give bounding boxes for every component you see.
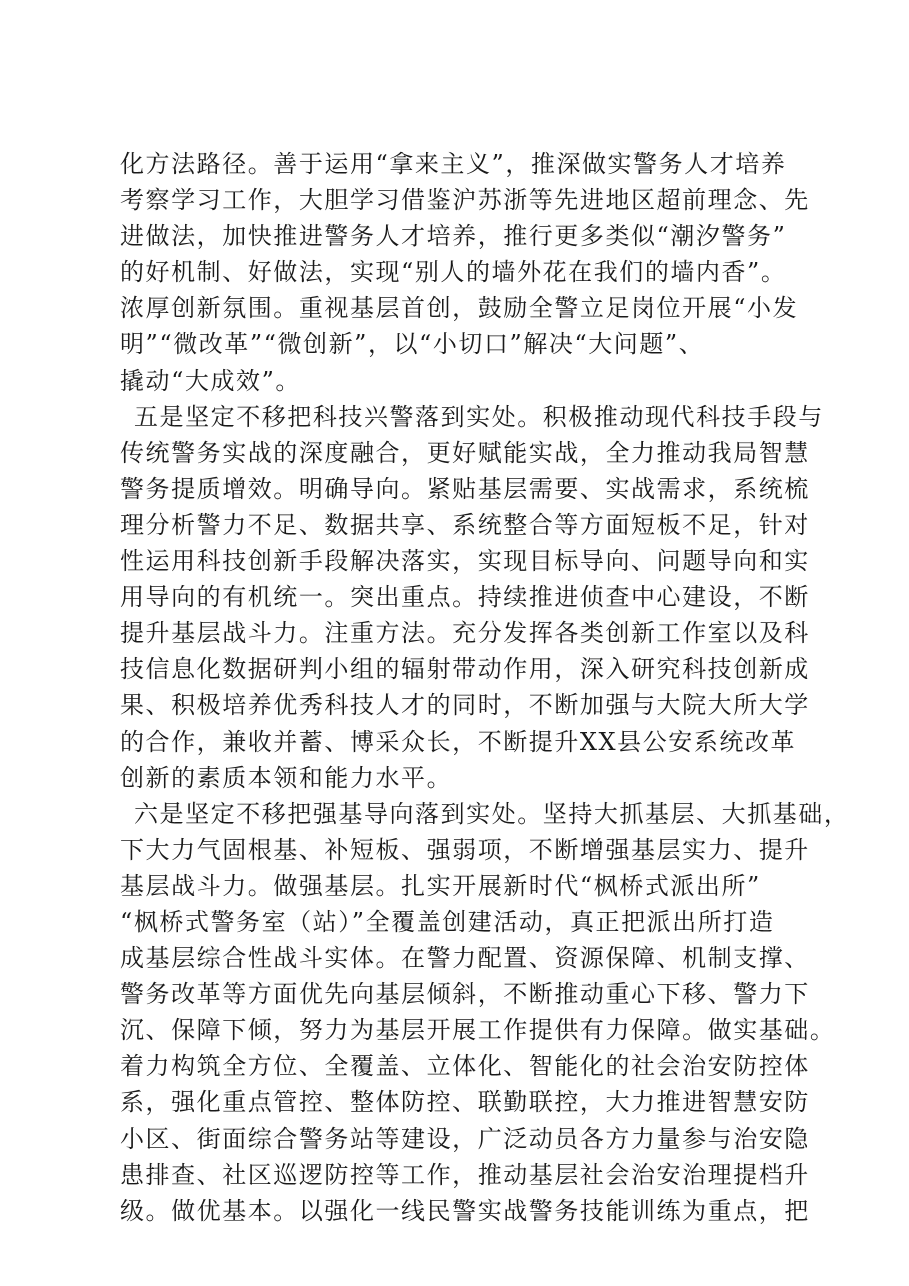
text-line: 果、积极培养优秀科技人才的同时，不断加强与大院大所大学 bbox=[120, 691, 810, 720]
text-line: 沉、保障下倾，努力为基层开展工作提供有力保障。做实基础。 bbox=[120, 1016, 836, 1045]
text-line: 化方法路径。善于运用“拿来主义”，推深做实警务人才培养 bbox=[120, 150, 787, 178]
text-line: 进做法，加快推进警务人才培养，推行更多类似“潮汐警务” bbox=[120, 222, 787, 251]
text-line: 性运用科技创新手段解决落实，实现目标导向、问题导向和实 bbox=[120, 547, 810, 576]
text-line: 的合作，兼收并蓄、博采众长，不断提升XX县公安系统改革 bbox=[120, 727, 797, 756]
text-line: 系，强化重点管控、整体防控、联勤联控，大力推进智慧安防 bbox=[120, 1088, 810, 1117]
text-line: 技信息化数据研判小组的辐射带动作用，深入研究科技创新成 bbox=[120, 655, 810, 684]
body-text bbox=[120, 146, 850, 1229]
text-line: 成基层综合性战斗实体。在警力配置、资源保障、机制支撑、 bbox=[120, 944, 810, 973]
text-line: 基层战斗力。做强基层。扎实开展新时代“枫桥式派出所” bbox=[120, 871, 761, 900]
text-line: 提升基层战斗力。注重方法。充分发挥各类创新工作室以及科 bbox=[120, 619, 810, 648]
text-line: 明”“微改革”“微创新”，以“小切口”解决“大问题”、 bbox=[120, 330, 705, 359]
text-line: “枫桥式警务室（站）”全覆盖创建活动，真正把派出所打造 bbox=[120, 907, 775, 936]
text-line: 警务改革等方面优先向基层倾斜，不断推动重心下移、警力下 bbox=[120, 980, 810, 1009]
text-line: 撬动“大成效”。 bbox=[120, 366, 301, 395]
text-line: 用导向的有机统一。突出重点。持续推进侦查中心建设，不断 bbox=[120, 583, 810, 612]
text-line: 浓厚创新氛围。重视基层首创，鼓励全警立足岗位开展“小发 bbox=[120, 294, 799, 323]
text-line: 下大力气固根基、补短板、强弱项，不断增强基层实力、提升 bbox=[120, 835, 810, 864]
paragraph-five-start: 五是坚定不移把科技兴警落到实处。积极推动现代科技手段与 bbox=[134, 402, 824, 431]
text-line: 着力构筑全方位、全覆盖、立体化、智能化的社会治安防控体 bbox=[120, 1052, 810, 1081]
text-line: 警务提质增效。明确导向。紧贴基层需要、实战需求，系统梳 bbox=[120, 474, 810, 503]
text-line: 考察学习工作，大胆学习借鉴沪苏浙等先进地区超前理念、先 bbox=[120, 186, 810, 215]
paragraph-six-start: 六是坚定不移把强基导向落到实处。坚持大抓基层、大抓基础， bbox=[134, 799, 850, 828]
text-line: 级。做优基本。以强化一线民警实战警务技能训练为重点，把 bbox=[120, 1196, 810, 1225]
text-line: 的好机制、好做法，实现“别人的墙外花在我们的墙内香”。 bbox=[120, 258, 787, 287]
text-line: 患排查、社区巡逻防控等工作，推动基层社会治安治理提档升 bbox=[120, 1160, 810, 1189]
text-line: 创新的素质本领和能力水平。 bbox=[120, 763, 453, 792]
text-line: 小区、街面综合警务站等建设，广泛动员各方力量参与治安隐 bbox=[120, 1124, 810, 1153]
text-line: 传统警务实战的深度融合，更好赋能实战，全力推动我局智慧 bbox=[120, 438, 810, 467]
text-line: 理分析警力不足、数据共享、系统整合等方面短板不足，针对 bbox=[120, 510, 810, 539]
